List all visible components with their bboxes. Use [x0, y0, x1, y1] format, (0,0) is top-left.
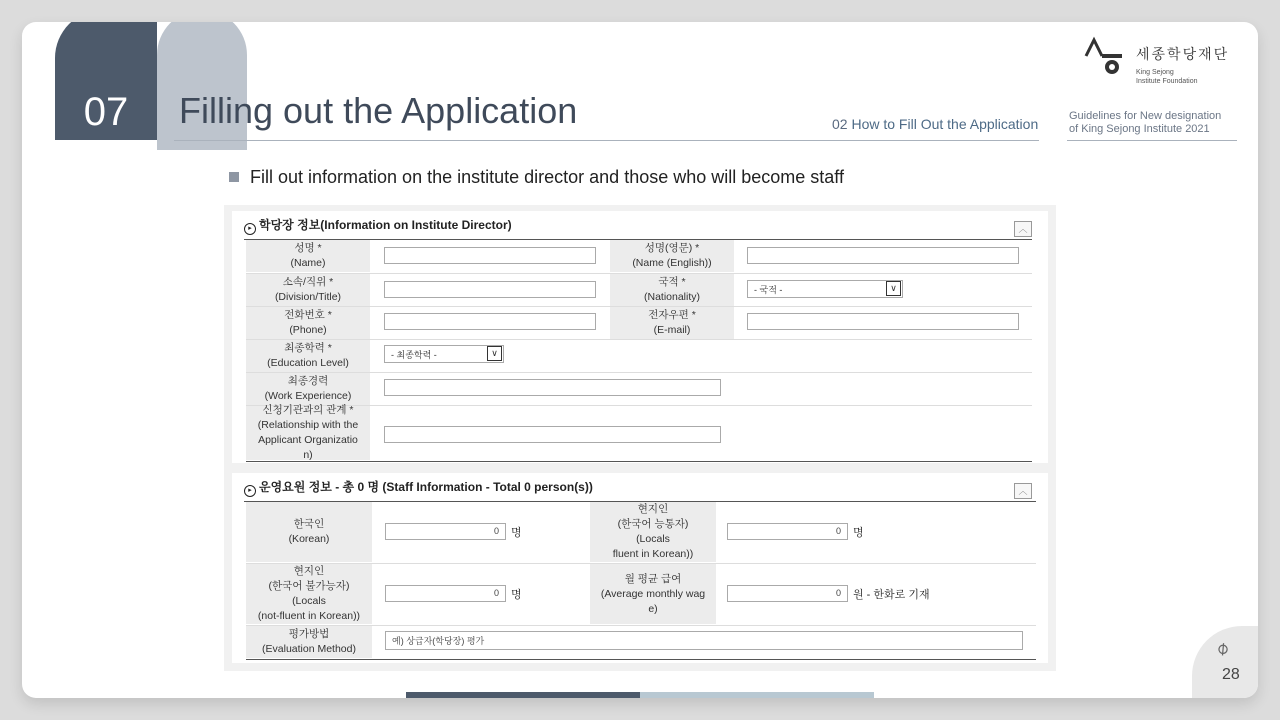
education-select-value: - 최종학력 - — [391, 350, 437, 360]
name-english-input[interactable] — [747, 247, 1019, 264]
locals-fluent-kr2: (한국어 능통자) — [617, 518, 689, 530]
nationality-select-value: - 국적 - — [754, 285, 783, 295]
label-locals-fluent — [590, 502, 716, 562]
phone-input[interactable] — [384, 313, 596, 330]
work-kr: 최종경력 — [287, 375, 329, 387]
korean-count-input[interactable]: 0 — [385, 523, 506, 540]
locals-nonfluent-en2: (not-fluent in Korean)) — [257, 610, 361, 622]
guide-divider — [1067, 140, 1237, 141]
chevron-down-icon: ∨ — [886, 281, 901, 296]
bullet-square-icon — [229, 172, 239, 182]
nationality-select[interactable] — [747, 280, 903, 298]
label-education — [246, 340, 370, 372]
education-select[interactable] — [384, 345, 504, 363]
paperclip-icon: ⌀ — [1211, 636, 1233, 660]
name-input[interactable] — [384, 247, 596, 264]
korean-en: (Korean) — [288, 533, 330, 545]
circle-arrow-icon: ▸ — [244, 223, 256, 235]
phone-kr: 전화번호 * — [284, 309, 332, 321]
label-name — [246, 240, 370, 272]
division-kr: 소속/직위 * — [282, 276, 334, 288]
label-locals-nonfluent — [246, 564, 372, 624]
logo-icon — [1082, 34, 1132, 78]
label-division — [246, 274, 370, 306]
label-email — [610, 307, 734, 339]
slide — [22, 22, 1258, 698]
name-kr: 성명 * — [294, 242, 322, 254]
name-eng-kr: 성명(영문) * — [644, 242, 700, 254]
name-eng-en: (Name (English)) — [632, 257, 712, 269]
director-section-title — [244, 216, 512, 235]
wage-input[interactable]: 0 — [727, 585, 848, 602]
collapse-icon[interactable]: ︿ — [1014, 483, 1032, 499]
work-en: (Work Experience) — [264, 390, 352, 402]
subtitle-number: 02 — [832, 116, 848, 132]
staff-title-text: 운영요원 정보 - 총 0 명 (Staff Information - Total 0 person(s)) — [259, 480, 593, 494]
label-name-english — [610, 240, 734, 272]
unit-person: 명 — [511, 527, 522, 539]
progress-bar-filled — [406, 692, 640, 698]
foundation-logo — [1082, 34, 1242, 86]
page-number: 28 — [1222, 666, 1240, 683]
director-panel — [232, 211, 1048, 463]
progress-bar-remaining — [640, 692, 874, 698]
locals-fluent-en2: fluent in Korean)) — [612, 548, 694, 560]
guideline-caption — [1069, 110, 1239, 136]
page-corner — [1192, 626, 1258, 698]
chevron-down-icon: ∨ — [487, 346, 502, 361]
label-work — [246, 373, 370, 405]
division-input[interactable] — [384, 281, 596, 298]
staff-section-title — [244, 478, 593, 497]
page-title: Filling out the Application — [179, 90, 578, 131]
locals-nonfluent-en1: (Locals — [292, 595, 326, 607]
label-wage — [590, 564, 716, 624]
relation-input[interactable] — [384, 426, 721, 443]
phone-en: (Phone) — [289, 324, 327, 336]
email-kr: 전자우편 * — [648, 309, 696, 321]
collapse-icon[interactable]: ︿ — [1014, 221, 1032, 237]
work-input[interactable] — [384, 379, 721, 396]
locals-nonfluent-kr2: (한국어 불가능자) — [268, 580, 350, 592]
education-en: (Education Level) — [267, 357, 349, 369]
division-en: (Division/Title) — [274, 291, 342, 303]
unit-person: 명 — [853, 527, 864, 539]
name-en: (Name) — [290, 257, 326, 269]
circle-arrow-icon: ▸ — [244, 485, 256, 497]
wage-en-2: e) — [648, 602, 658, 615]
bullet-text: Fill out information on the institute director and those who will become staff — [250, 167, 844, 187]
education-kr: 최종학력 * — [284, 342, 332, 354]
locals-fluent-kr1: 현지인 — [637, 503, 669, 515]
locals-nonfluent-kr1: 현지인 — [293, 565, 325, 577]
logo-korean: 세종학당재단 — [1136, 46, 1230, 62]
label-nationality — [610, 274, 734, 306]
subtitle-text: How to Fill Out the Application — [851, 116, 1039, 132]
staff-panel — [232, 473, 1048, 663]
chapter-number: 07 — [83, 90, 129, 134]
wage-en-1: (Average monthly wag — [600, 587, 706, 600]
locals-fluent-en1: (Locals — [636, 533, 670, 545]
relation-en-3: n) — [303, 449, 313, 461]
section-subtitle — [832, 116, 1038, 132]
locals-nonfluent-count-input[interactable]: 0 — [385, 585, 506, 602]
logo-en-1: King Sejong — [1136, 69, 1174, 76]
chapter-tab — [55, 22, 157, 140]
evaluation-input[interactable]: 예) 상급자(학당장) 평가 — [385, 631, 1023, 650]
relation-en-2: Applicant Organizatio — [258, 434, 358, 446]
label-evaluation — [246, 626, 372, 658]
relation-kr: 신청기관과의 관계 * — [262, 404, 354, 416]
logo-en-2: Institute Foundation — [1136, 78, 1198, 85]
locals-fluent-count-input[interactable]: 0 — [727, 523, 848, 540]
label-korean — [246, 502, 372, 562]
eval-en: (Evaluation Method) — [262, 643, 356, 655]
footer-rule — [246, 659, 1036, 660]
wage-kr: 월 평균 급여 — [624, 572, 682, 585]
wage-unit: 원 - 한화로 기재 — [853, 589, 930, 601]
email-input[interactable] — [747, 313, 1019, 330]
eval-kr: 평가방법 — [288, 628, 330, 640]
title-divider — [174, 140, 1039, 141]
nationality-en: (Nationality) — [643, 291, 701, 303]
nationality-kr: 국적 * — [658, 276, 686, 288]
korean-kr: 한국인 — [293, 518, 325, 530]
guide-line-2: of King Sejong Institute 2021 — [1069, 123, 1210, 135]
guide-line-1: Guidelines for New designation — [1069, 110, 1222, 122]
unit-person: 명 — [511, 589, 522, 601]
relation-en-1: (Relationship with the — [257, 419, 359, 431]
logo-english — [1136, 68, 1198, 86]
email-en: (E-mail) — [653, 324, 691, 336]
director-title-text: 학당장 정보(Information on Institute Director) — [259, 218, 512, 232]
footer-rule — [246, 461, 1032, 462]
label-phone — [246, 307, 370, 339]
label-relation — [246, 406, 370, 460]
form-screenshot — [224, 205, 1056, 671]
